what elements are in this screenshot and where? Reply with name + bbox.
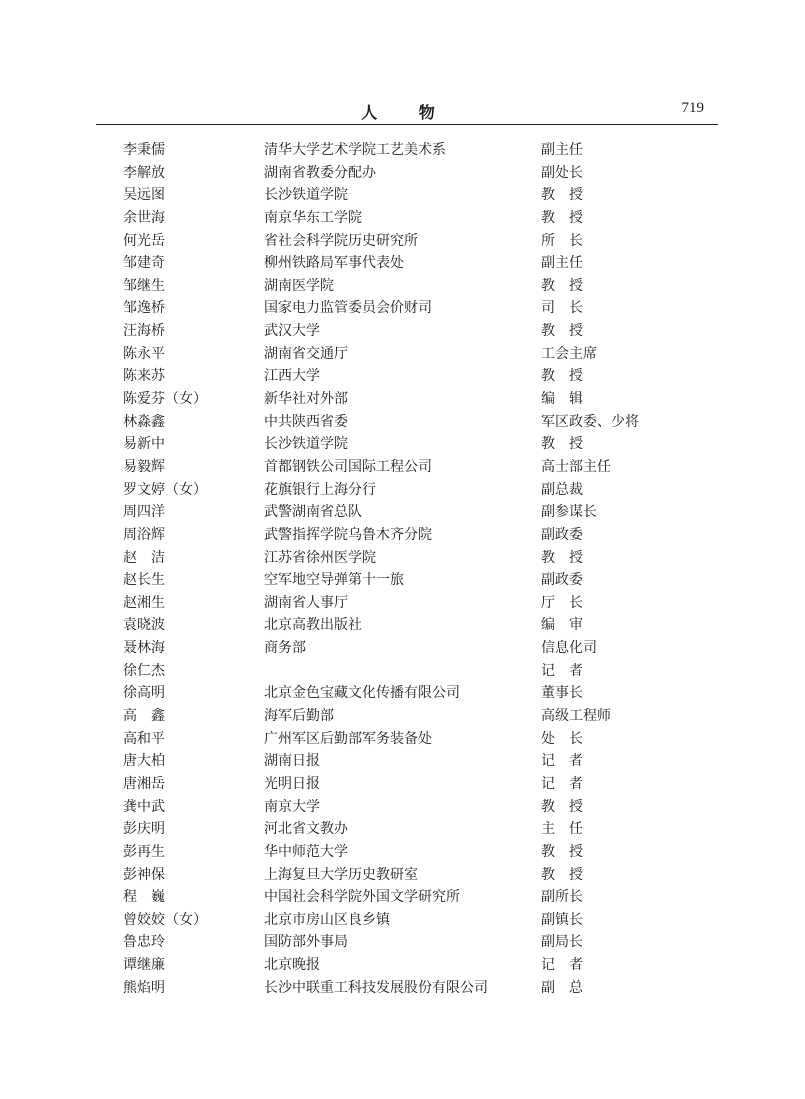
roster-row (0, 818, 805, 841)
roster-row (0, 547, 805, 570)
organization: 柳州铁路局军事代表处 (264, 255, 404, 272)
roster-row (0, 275, 805, 298)
person-name: 龚中武 (123, 798, 165, 815)
person-name: 周四洋 (123, 504, 165, 521)
job-title: 教 授 (541, 368, 583, 385)
job-title: 教 授 (541, 843, 583, 860)
job-title: 副局长 (541, 934, 583, 951)
organization: 花旗银行上海分行 (264, 481, 376, 498)
person-name: 彭再生 (123, 843, 165, 860)
roster-row (0, 682, 805, 705)
job-title: 董事长 (541, 685, 583, 702)
job-title: 记 者 (541, 662, 583, 679)
organization: 北京金色宝藏文化传播有限公司 (264, 685, 460, 702)
roster-row (0, 954, 805, 977)
roster-row (0, 501, 805, 524)
roster-row (0, 660, 805, 683)
person-name: 彭神保 (123, 866, 165, 883)
roster-row (0, 388, 805, 411)
person-name: 唐大柏 (123, 753, 165, 770)
job-title: 教 授 (541, 549, 583, 566)
job-title: 信息化司 (541, 640, 597, 657)
roster-row (0, 524, 805, 547)
job-title: 副镇长 (541, 911, 583, 928)
organization: 海军后勤部 (264, 708, 334, 725)
roster-row (0, 909, 805, 932)
person-name: 赵长生 (123, 572, 165, 589)
organization: 湖南省交通厅 (264, 345, 348, 362)
person-name: 邹继生 (123, 277, 165, 294)
person-name: 程 巍 (123, 889, 165, 906)
organization: 北京高教出版社 (264, 617, 362, 634)
person-name: 陈永平 (123, 345, 165, 362)
roster-row (0, 728, 805, 751)
roster-row (0, 931, 805, 954)
person-name: 徐高明 (123, 685, 165, 702)
organization: 华中师范大学 (264, 843, 348, 860)
person-name: 何光岳 (123, 232, 165, 249)
job-title: 副 总 (541, 979, 583, 996)
roster-row (0, 343, 805, 366)
organization: 光明日报 (264, 775, 320, 792)
organization: 北京晚报 (264, 957, 320, 974)
person-name: 曾姣姣（女） (123, 911, 207, 928)
organization: 国防部外事局 (264, 934, 348, 951)
organization: 南京华东工学院 (264, 209, 362, 226)
person-name: 唐湘岳 (123, 775, 165, 792)
job-title: 副处长 (541, 164, 583, 181)
roster-row (0, 592, 805, 615)
roster-row (0, 230, 805, 253)
person-name: 谭继廉 (123, 957, 165, 974)
person-name: 高和平 (123, 730, 165, 747)
person-name: 袁晓波 (123, 617, 165, 634)
person-name: 徐仁杰 (123, 662, 165, 679)
person-name: 李秉儒 (123, 142, 165, 158)
job-title: 教 授 (541, 209, 583, 226)
job-title: 教 授 (541, 436, 583, 453)
organization: 省社会科学院历史研究所 (264, 232, 418, 249)
organization: 武汉大学 (264, 323, 320, 340)
job-title: 主 任 (541, 821, 583, 838)
organization: 湖南日报 (264, 753, 320, 770)
person-name: 聂林海 (123, 640, 165, 657)
roster-row (0, 139, 805, 162)
roster-row (0, 796, 805, 819)
person-name: 赵湘生 (123, 594, 165, 611)
person-name: 李解放 (123, 164, 165, 181)
organization: 南京大学 (264, 798, 320, 815)
person-name: 陈爱芬（女） (123, 391, 207, 408)
person-roster (0, 139, 805, 999)
organization: 河北省文教办 (264, 821, 348, 838)
job-title: 副所长 (541, 889, 583, 906)
person-name: 鲁忠玲 (123, 934, 165, 951)
organization: 清华大学艺术学院工艺美术系 (264, 142, 446, 158)
person-name: 周浴辉 (123, 526, 165, 543)
job-title: 记 者 (541, 957, 583, 974)
organization: 湖南省教委分配办 (264, 164, 376, 181)
roster-row (0, 977, 805, 1000)
job-title: 工会主席 (541, 345, 597, 362)
header-divider (96, 124, 718, 125)
job-title: 副总裁 (541, 481, 583, 498)
roster-row (0, 433, 805, 456)
organization: 广州军区后勤部军务装备处 (264, 730, 432, 747)
job-title: 副参谋长 (541, 504, 597, 521)
job-title: 教 授 (541, 798, 583, 815)
job-title: 记 者 (541, 775, 583, 792)
roster-row (0, 705, 805, 728)
organization: 江苏省徐州医学院 (264, 549, 376, 566)
organization: 长沙铁道学院 (264, 187, 348, 204)
roster-row (0, 614, 805, 637)
job-title: 副主任 (541, 142, 583, 158)
person-name: 邹建奇 (123, 255, 165, 272)
job-title: 所 长 (541, 232, 583, 249)
organization: 首都钢铁公司国际工程公司 (264, 458, 432, 475)
person-name: 陈来苏 (123, 368, 165, 385)
organization: 江西大学 (264, 368, 320, 385)
job-title: 编 审 (541, 617, 583, 634)
roster-row (0, 479, 805, 502)
roster-row (0, 252, 805, 275)
roster-row (0, 637, 805, 660)
person-name: 熊焰明 (123, 979, 165, 996)
roster-row (0, 320, 805, 343)
job-title: 记 者 (541, 753, 583, 770)
page-header (96, 98, 718, 124)
roster-row (0, 456, 805, 479)
roster-row (0, 411, 805, 434)
job-title: 司 长 (541, 300, 583, 317)
organization: 国家电力监管委员会价财司 (264, 300, 432, 317)
job-title: 高士部主任 (541, 458, 611, 475)
organization: 中国社会科学院外国文学研究所 (264, 889, 460, 906)
job-title: 教 授 (541, 187, 583, 204)
person-name: 赵 洁 (123, 549, 165, 566)
job-title: 教 授 (541, 323, 583, 340)
person-name: 罗文婷（女） (123, 481, 207, 498)
job-title: 军区政委、少将 (541, 413, 639, 430)
job-title: 厅 长 (541, 594, 583, 611)
organization: 中共陕西省委 (264, 413, 348, 430)
person-name: 林淼鑫 (123, 413, 165, 430)
person-name: 彭庆明 (123, 821, 165, 838)
roster-row (0, 365, 805, 388)
roster-row (0, 207, 805, 230)
organization: 武警指挥学院乌鲁木齐分院 (264, 526, 432, 543)
roster-row (0, 297, 805, 320)
person-name: 余世海 (123, 209, 165, 226)
organization: 湖南省人事厅 (264, 594, 348, 611)
roster-row (0, 773, 805, 796)
roster-row (0, 886, 805, 909)
job-title: 副政委 (541, 572, 583, 589)
organization: 湖南医学院 (264, 277, 334, 294)
roster-row (0, 184, 805, 207)
job-title: 处 长 (541, 730, 583, 747)
job-title: 教 授 (541, 866, 583, 883)
job-title: 副主任 (541, 255, 583, 272)
person-name: 吴远图 (123, 187, 165, 204)
organization: 武警湖南省总队 (264, 504, 362, 521)
organization: 空军地空导弹第十一旅 (264, 572, 404, 589)
job-title: 高级工程师 (541, 708, 611, 725)
person-name: 易毅辉 (123, 458, 165, 475)
organization: 长沙中联重工科技发展股份有限公司 (264, 979, 488, 996)
section-title: 人 物 (361, 103, 453, 122)
organization: 商务部 (264, 640, 306, 657)
roster-row (0, 841, 805, 864)
job-title: 编 辑 (541, 391, 583, 408)
organization: 新华社对外部 (264, 391, 348, 408)
person-name: 汪海桥 (123, 323, 165, 340)
page-number: 719 (681, 100, 704, 116)
person-name: 高 鑫 (123, 708, 165, 725)
job-title: 副政委 (541, 526, 583, 543)
organization: 长沙铁道学院 (264, 436, 348, 453)
roster-row (0, 569, 805, 592)
organization: 上海复旦大学历史教研室 (264, 866, 418, 883)
roster-row (0, 162, 805, 185)
job-title: 教 授 (541, 277, 583, 294)
person-name: 邹逸桥 (123, 300, 165, 317)
roster-row (0, 750, 805, 773)
roster-row (0, 864, 805, 887)
person-name: 易新中 (123, 436, 165, 453)
organization: 北京市房山区良乡镇 (264, 911, 390, 928)
